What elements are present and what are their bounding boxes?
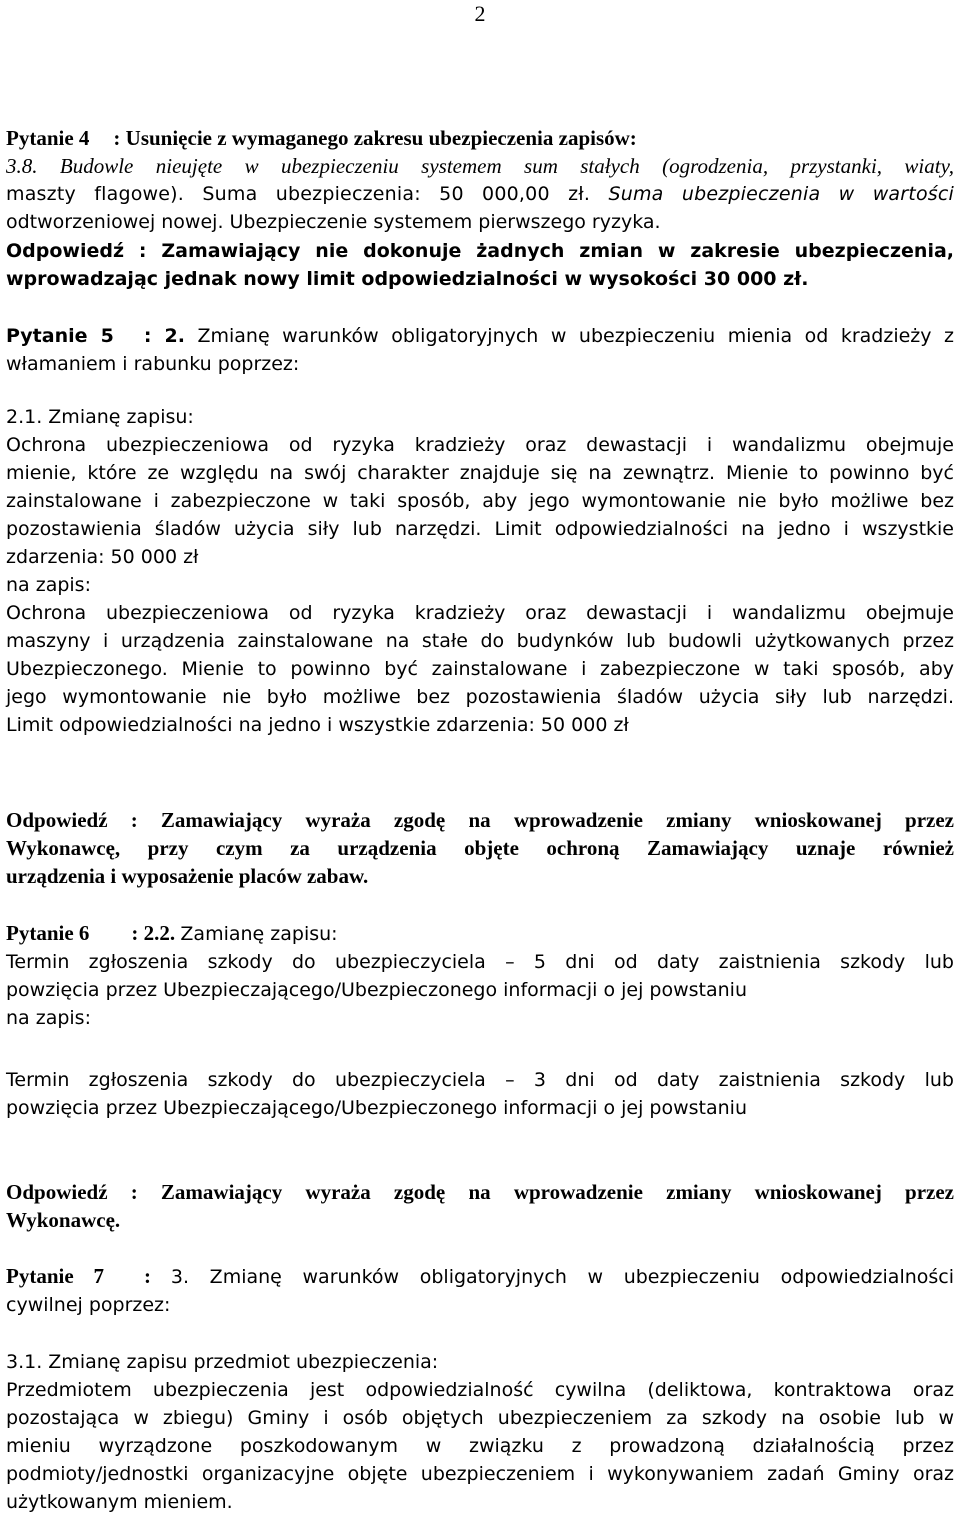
question-5-details <box>6 403 954 739</box>
q6-new-line-1: Termin zgłoszenia szkody do ubezpieczyciela – 3 dni od daty zaistnienia szkody lub <box>6 1069 954 1091</box>
answer-5-line-3: urządzenia i wyposażenie placów zabaw. <box>6 864 369 888</box>
question-7-subpoint: 3.1. Zmianę zapisu przedmiot ubezpieczenia: <box>6 1351 439 1373</box>
q6-new-line-2: powzięcia przez Ubezpieczającego/Ubezpieczonego informacji o jej powstaniu <box>6 1097 747 1119</box>
q5-old-line-2: mienie, które ze względu na swój charakter znajduje się na zewnątrz. Mienie to powinno być <box>6 462 954 484</box>
q5-na-zapis: na zapis: <box>6 574 91 596</box>
q5-new-line-3: Ubezpieczonego. Mienie to powinno być zainstalowane i zabezpieczone w taki sposób, aby <box>6 658 954 680</box>
question-4-text-line-4: odtworzeniowej nowej. Ubezpieczenie systemem pierwszego ryzyka. <box>6 211 661 233</box>
q7-body-line-3: mieniu wyrządzone poszkodowanym w związku z prowadzoną działalnością przez <box>6 1435 954 1457</box>
question-7-text-line-1: 3. Zmianę warunków obligatoryjnych w ubezpieczeniu odpowiedzialności <box>170 1266 955 1288</box>
question-6-subpoint: Zamianę zapisu: <box>180 923 338 945</box>
q7-body-line-4: podmioty/jednostki organizacyjne objęte ubezpieczeniem i wykonywaniem zadań Gminy oraz <box>6 1463 954 1485</box>
q7-body-line-1: Przedmiotem ubezpieczenia jest odpowiedzialność cywilna (deliktowa, kontraktowa oraz <box>6 1379 954 1401</box>
question-6-prefix: : 2.2. <box>131 921 176 945</box>
q7-body-line-5: użytkowanym mieniem. <box>6 1491 233 1513</box>
q6-old-line-2: powzięcia przez Ubezpieczającego/Ubezpieczonego informacji o jej powstaniu <box>6 979 747 1001</box>
q5-old-line-3: zainstalowane i zabezpieczone w taki sposób, aby jego wymontowanie nie było możliwe bez <box>6 490 954 512</box>
answer-4-line-1: Odpowiedź : Zamawiający nie dokonuje żadnych zmian w zakresie ubezpieczenia, <box>6 240 954 262</box>
question-5-answer <box>6 806 954 890</box>
page-number: 2 <box>474 1 486 26</box>
question-4-prefix: : Usunięcie z wymaganego zakresu ubezpieczenia zapisów: <box>113 126 637 150</box>
q5-old-line-4: pozostawienia śladów użycia siły lub narzędzi. Limit odpowiedzialności na jedno i wszystkie <box>6 518 954 540</box>
q5-old-line-1: Ochrona ubezpieczeniowa od ryzyka kradzieży oraz dewastacji i wandalizmu obejmuje <box>6 434 954 456</box>
question-5-subpoint: 2.1. Zmianę zapisu: <box>6 406 194 428</box>
question-7-details <box>6 1348 954 1516</box>
question-6-new <box>6 1066 954 1122</box>
question-5-label: Pytanie 5 <box>6 325 114 347</box>
q5-old-line-5: zdarzenia: 50 000 zł <box>6 546 199 568</box>
question-4-text-line-2: 3.8. Budowle nieujęte w ubezpieczeniu systemem sum stałych (ogrodzenia, przystanki, wiaty, <box>6 154 954 178</box>
question-4-label: Pytanie 4 <box>6 126 90 150</box>
question-5 <box>6 322 954 378</box>
question-5-text-line-1: Zmianę warunków obligatoryjnych w ubezpieczeniu mienia od kradzieży z <box>197 325 954 347</box>
question-6-answer <box>6 1178 954 1234</box>
q6-old-line-1: Termin zgłoszenia szkody do ubezpieczyciela – 5 dni od daty zaistnienia szkody lub <box>6 951 954 973</box>
question-7 <box>6 1262 954 1319</box>
q5-new-line-5: Limit odpowiedzialności na jedno i wszystkie zdarzenia: 50 000 zł <box>6 714 629 736</box>
question-7-prefix: : <box>144 1264 152 1288</box>
question-6 <box>6 919 954 1032</box>
answer-5-line-1: Odpowiedź : Zamawiający wyraża zgodę na wprowadzenie zmiany wnioskowanej przez <box>6 808 954 832</box>
answer-6-line-2: Wykonawcę. <box>6 1208 121 1232</box>
question-6-label: Pytanie 6 <box>6 921 90 945</box>
question-4 <box>6 124 954 236</box>
answer-4-line-2: wprowadzając jednak nowy limit odpowiedzialności w wysokości 30 000 zł. <box>6 268 809 290</box>
question-5-prefix: : 2. <box>143 325 185 347</box>
question-7-text-line-2: cywilnej poprzez: <box>6 1294 171 1316</box>
answer-6-line-1: Odpowiedź : Zamawiający wyraża zgodę na wprowadzenie zmiany wnioskowanej przez <box>6 1180 954 1204</box>
q6-na-zapis: na zapis: <box>6 1007 91 1029</box>
question-4-text-line-3: maszty flagowe). Suma ubezpieczenia: 50 000,00 zł. Suma ubezpieczenia w wartości <box>6 183 954 205</box>
question-4-answer <box>6 237 954 293</box>
q7-body-line-2: pozostająca w zbiegu) Gminy i osób objętych ubezpieczeniem za szkody na osobie lub w <box>6 1407 954 1429</box>
question-5-text-line-2: włamaniem i rabunku poprzez: <box>6 353 300 375</box>
question-7-label: Pytanie 7 <box>6 1264 105 1288</box>
q5-new-line-4: jego wymontowanie nie było możliwe bez pozostawienia śladów użycia siły lub narzędzi. <box>6 686 954 708</box>
q5-new-line-2: maszyny i urządzenia zainstalowane na stałe do budynków lub budowli użytkowanych przez <box>6 630 954 652</box>
q5-new-line-1: Ochrona ubezpieczeniowa od ryzyka kradzieży oraz dewastacji i wandalizmu obejmuje <box>6 602 954 624</box>
answer-5-line-2: Wykonawcę, przy czym za urządzenia objęte ochroną Zamawiający uznaje również <box>6 836 954 860</box>
